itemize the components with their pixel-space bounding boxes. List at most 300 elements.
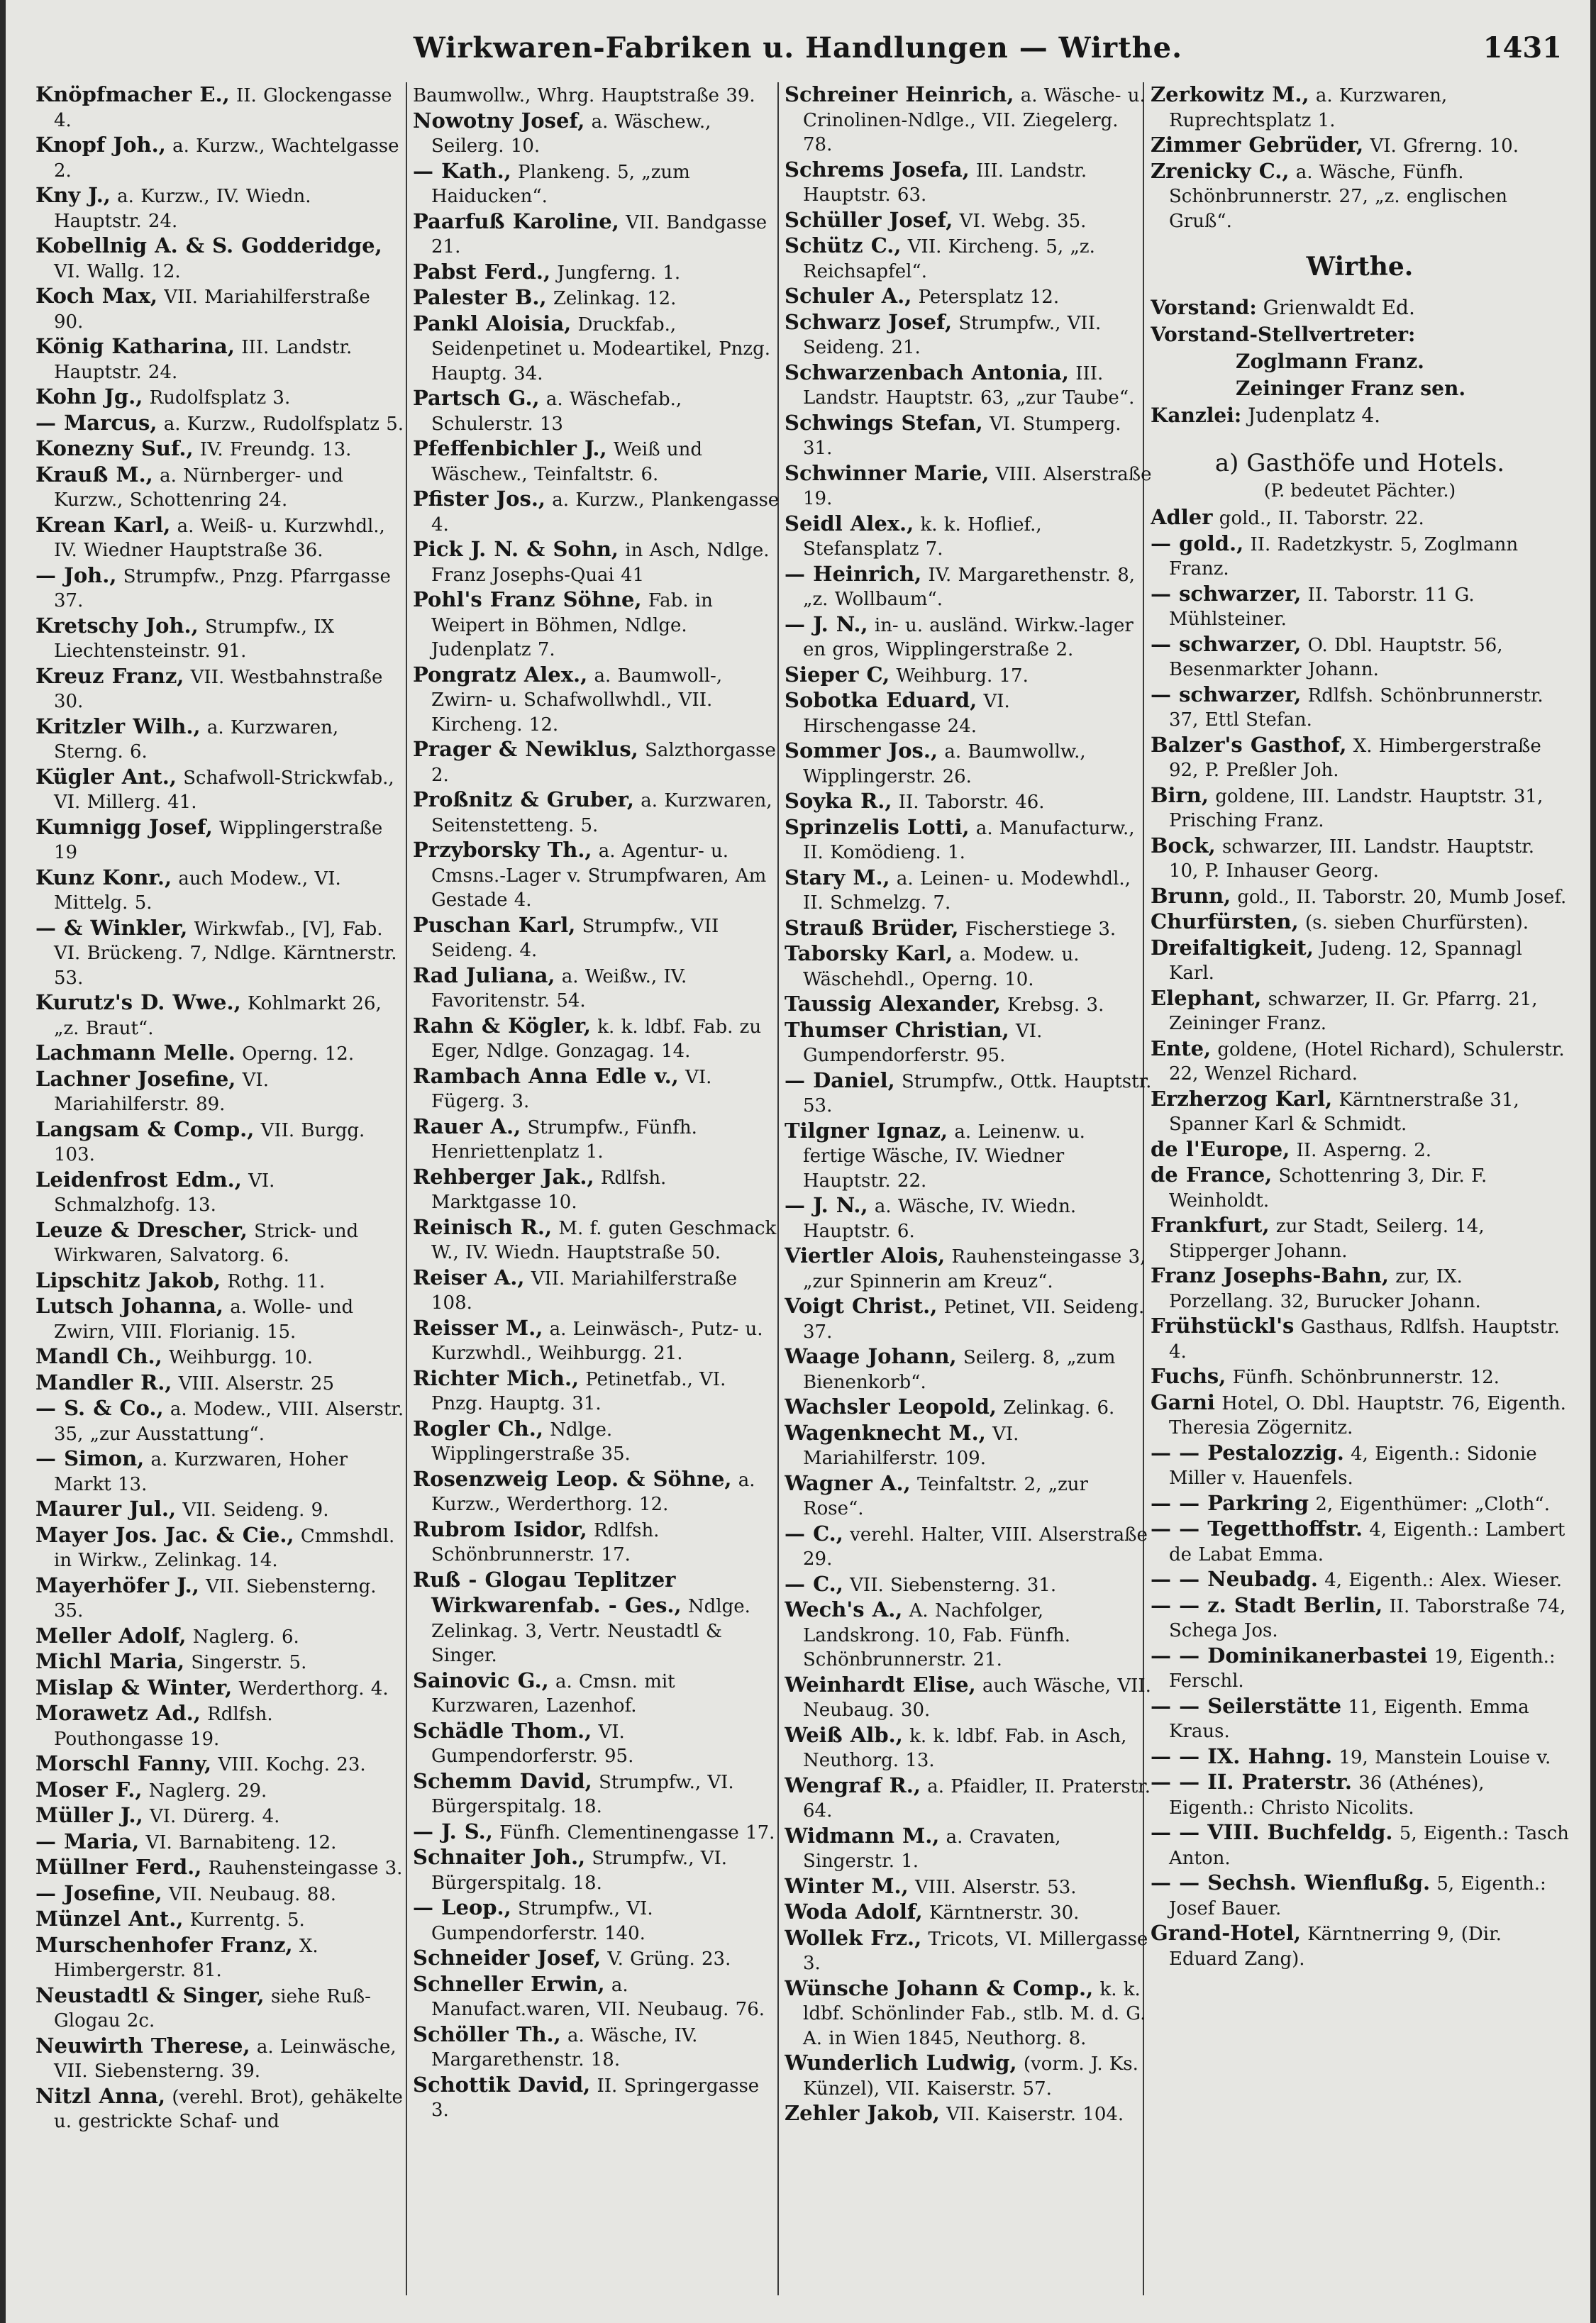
- entry-details: Jungferng. 1.: [557, 262, 681, 284]
- entry-name: Grand-Hotel,: [1151, 1921, 1301, 1945]
- entry-name: — C.,: [785, 1521, 843, 1546]
- entry-details: a. Cmsn. mit Kurzwaren, Lazenhof.: [431, 1670, 675, 1717]
- entry-name: Leuze & Drescher,: [35, 1217, 248, 1242]
- entry-name: — Josefine,: [35, 1880, 162, 1905]
- entry-details: Wipplingerstraße 19: [54, 817, 383, 863]
- entry-details: VII. Kaiserstr. 104.: [946, 2104, 1124, 2125]
- entry-details: a. Manufact.waren, VII. Neubaug. 76.: [431, 1974, 765, 2020]
- directory-entry: [35, 1907, 404, 1933]
- entry-name: Rogler Ch.,: [413, 1416, 543, 1441]
- entry-details: a. Wäschefab., Schulerstr. 13: [431, 389, 682, 435]
- entry-name: Rambach Anna Edle v.,: [413, 1063, 679, 1088]
- directory-entry: [35, 765, 404, 815]
- directory-entry: [413, 913, 782, 963]
- entry-name: — & Winkler,: [35, 915, 188, 940]
- entry-name: Neuwirth Therese,: [35, 2033, 250, 2058]
- directory-entry: [413, 963, 782, 1014]
- directory-entry: [413, 787, 782, 838]
- entry-details: 11, Eigenth. Emma Kraus.: [1169, 1696, 1529, 1742]
- directory-entry: [785, 865, 1153, 916]
- entry-details: II. Radetzkystr. 5, Zoglmann Franz.: [1169, 533, 1519, 580]
- directory-entry: [35, 1751, 404, 1778]
- entry-name: Pabst Ferd.,: [413, 259, 551, 284]
- column-4-top-entries: [1151, 82, 1569, 233]
- entry-name: — schwarzer,: [1151, 631, 1302, 656]
- column-2: [413, 82, 782, 2302]
- board-deputy-label: Vorstand-Stellvertreter:: [1151, 323, 1416, 346]
- entry-name: Reinisch R.,: [413, 1214, 553, 1239]
- entry-details: Salzthorgasse 2.: [431, 740, 776, 786]
- directory-entry: [413, 1845, 782, 1895]
- entry-name: Woda Adolf,: [785, 1900, 923, 1924]
- board-deputy-name: Zoglmann Franz.: [1236, 350, 1424, 373]
- entry-name: Dreifaltigkeit,: [1151, 935, 1314, 960]
- entry-name: Winter M.,: [785, 1873, 909, 1898]
- entry-name: Schrems Josefa,: [785, 157, 970, 182]
- directory-entry: [413, 587, 782, 662]
- entry-details: VII. Mariahilferstraße 108.: [431, 1268, 738, 1314]
- directory-entry: [413, 1467, 782, 1517]
- directory-entry: [1151, 582, 1569, 632]
- entry-name: Sprinzelis Lotti,: [785, 814, 970, 839]
- entry-details: (s. sieben Churfürsten).: [1305, 912, 1529, 933]
- directory-entry: [413, 1165, 782, 1215]
- entry-details: VI. Hirschengasse 24.: [803, 691, 1010, 737]
- entry-name: Wengraf R.,: [785, 1773, 921, 1797]
- entry-name: Murschenhofer Franz,: [35, 1932, 293, 1957]
- entry-name: Sommer Jos.,: [785, 738, 938, 763]
- entry-details: a. Pfaidler, II. Praterstr. 64.: [803, 1775, 1151, 1822]
- entry-details: in Asch, Ndlge. Franz Josephs-Quai 41: [431, 540, 770, 586]
- directory-entry: [35, 436, 404, 462]
- entry-details: 4, Eigenth.: Sidonie Miller v. Hauenfels.: [1169, 1443, 1537, 1489]
- entry-name: — S. & Co.,: [35, 1396, 164, 1420]
- entry-name: Kny J.,: [35, 183, 111, 207]
- entry-name: — gold.,: [1151, 531, 1244, 555]
- directory-entry: [785, 2051, 1153, 2101]
- directory-entry: [1151, 783, 1569, 833]
- entry-details: IV. Margarethenstr. 8, „z. Wollbaum“.: [803, 564, 1136, 610]
- entry-details: Petinet, VII. Seideng. 37.: [803, 1297, 1145, 1343]
- directory-entry: [785, 1773, 1153, 1824]
- entry-name: Lachner Josefine,: [35, 1066, 236, 1091]
- directory-entry: [413, 311, 782, 387]
- directory-entry: [785, 1471, 1153, 1521]
- entry-name: Tilgner Ignaz,: [785, 1118, 948, 1143]
- directory-entry: [1151, 833, 1569, 884]
- directory-entry: [35, 1396, 404, 1446]
- entry-name: Widmann M.,: [785, 1823, 940, 1848]
- directory-entry: [1151, 1770, 1569, 1820]
- entry-details: Strumpfw., IX Liechtensteinstr. 91.: [54, 616, 335, 662]
- entry-details: Strumpfw., Fünfh. Henriettenplatz 1.: [431, 1116, 697, 1163]
- entry-details: Weihburg. 17.: [896, 665, 1029, 687]
- directory-entry: [1151, 1364, 1569, 1390]
- entry-details: V. Grüng. 23.: [607, 1948, 731, 1970]
- entry-name: Bock,: [1151, 833, 1216, 858]
- entry-details: a. Kurzw., Wachtelgasse 2.: [54, 135, 399, 182]
- directory-entry: [785, 1193, 1153, 1243]
- entry-name: Schädle Thom.,: [413, 1718, 592, 1743]
- entry-name: Knopf Joh.,: [35, 133, 166, 157]
- entry-details: VII. Bandgasse 21.: [431, 211, 767, 257]
- directory-entry: [35, 664, 404, 714]
- directory-entry: [35, 1168, 404, 1218]
- entry-details: III. Landstr. Hauptstr. 63, „zur Taube“.: [803, 362, 1135, 409]
- directory-entry: [35, 462, 404, 513]
- entry-name: Kunz Konr.,: [35, 865, 172, 889]
- directory-entry: [413, 1946, 782, 1972]
- entry-details: Zelinkag. 6.: [1003, 1397, 1115, 1419]
- entry-name: — Kath.,: [413, 158, 511, 183]
- entry-name: Schneider Josef,: [413, 1946, 602, 1970]
- entry-name: Lachmann Melle.: [35, 1041, 235, 1065]
- entry-name: Sieper C,: [785, 662, 890, 687]
- entry-details: VI. Wallg. 12.: [54, 260, 181, 282]
- entry-details: Zelinkag. 12.: [553, 288, 677, 309]
- directory-entry: [413, 109, 782, 159]
- directory-entry: [35, 82, 404, 133]
- entry-name: Soyka R.,: [785, 789, 892, 813]
- directory-entry: [35, 1117, 404, 1168]
- entry-name: — — Dominikanerbastei: [1151, 1643, 1428, 1668]
- directory-entry: [785, 738, 1153, 789]
- entry-details: II. Taborstr. 11 G. Mühlsteiner.: [1169, 584, 1475, 630]
- directory-entry: [785, 916, 1153, 942]
- entry-name: Maurer Jul.,: [35, 1497, 177, 1521]
- directory-entry: [35, 1624, 404, 1650]
- entry-name: Zerkowitz M.,: [1151, 82, 1309, 106]
- page-number: 1431: [1483, 31, 1562, 65]
- entry-name: — — Seilerstätte: [1151, 1693, 1342, 1718]
- entry-name: Schnaiter Joh.,: [413, 1845, 586, 1869]
- entry-name: Przyborsky Th.,: [413, 838, 592, 862]
- entry-details: Judeng. 12, Spannagl Karl.: [1169, 938, 1522, 984]
- entry-name: Zehler Jakob,: [785, 2101, 940, 2125]
- directory-entry: [35, 1523, 404, 1573]
- directory-entry: [413, 159, 782, 209]
- entry-details: gold., II. Taborstr. 20, Mumb Josef.: [1237, 886, 1567, 908]
- directory-entry: [413, 838, 782, 913]
- entry-name: Kügler Ant.,: [35, 764, 177, 789]
- entry-details: a. Leinen- u. Modewhdl., II. Schmelzg. 7.: [803, 867, 1131, 914]
- directory-entry: [1151, 986, 1569, 1036]
- directory-entry: [785, 1824, 1153, 1874]
- entry-name: Knöpfmacher E.,: [35, 82, 230, 106]
- directory-entry: [1151, 1263, 1569, 1314]
- entry-details: VII. Siebensterng. 35.: [54, 1575, 377, 1621]
- entry-name: Pfister Jos.,: [413, 487, 546, 511]
- entry-details: Operng. 12.: [242, 1043, 355, 1065]
- entry-name: Wagner A.,: [785, 1470, 911, 1495]
- entry-name: Krauß M.,: [35, 462, 153, 487]
- entry-name: Rehberger Jak.,: [413, 1164, 594, 1189]
- entry-details: Fünfh. Clementinengasse 17.: [499, 1822, 775, 1844]
- directory-entry: [35, 614, 404, 664]
- entry-details: k. k. ldbf. Fab. in Asch, Neuthorg. 13.: [803, 1725, 1127, 1771]
- directory-entry: [35, 563, 404, 614]
- entry-details: 2, Eigenthümer: „Cloth“.: [1315, 1493, 1550, 1515]
- page-header: [6, 28, 1590, 71]
- directory-entry: [35, 1701, 404, 1751]
- directory-entry: [785, 284, 1153, 310]
- directory-entry: [413, 1568, 782, 1668]
- entry-details: gold., II. Taborstr. 22.: [1219, 508, 1424, 529]
- entry-details: a. Baumwoll-, Zwirn- u. Schafwollwhdl., VII. Kircheng. 12.: [431, 665, 723, 736]
- entry-details: Wirkwfab., [V], Fab. VI. Brückeng. 7, Ndlge. Kärntnerstr. 53.: [54, 918, 397, 989]
- directory-entry: [35, 1218, 404, 1268]
- entry-name: Moser F.,: [35, 1777, 143, 1802]
- entry-name: Voigt Christ.,: [785, 1294, 938, 1318]
- directory-entry: [413, 436, 782, 487]
- entry-name: Rosenzweig Leop. & Söhne,: [413, 1466, 732, 1491]
- entry-name: — — Sechsh. Wienflußg.: [1151, 1870, 1431, 1895]
- entry-name: Krean Karl,: [35, 512, 171, 537]
- entry-name: — schwarzer,: [1151, 581, 1302, 606]
- directory-entry: [785, 1900, 1153, 1926]
- directory-entry: [35, 1041, 404, 1067]
- entry-details: k. k. ldbf. Fab. zu Eger, Ndlge. Gonzagag. 14.: [431, 1016, 762, 1062]
- directory-entry: [1151, 733, 1569, 783]
- directory-entry: [785, 992, 1153, 1018]
- entry-details: a. Wäsche, IV. Margarethenstr. 18.: [431, 2024, 698, 2070]
- entry-name: Elephant,: [1151, 985, 1262, 1010]
- directory-entry: [1151, 82, 1569, 133]
- board-chair: [1151, 294, 1569, 321]
- entry-name: Taussig Alexander,: [785, 992, 1001, 1016]
- entry-details: X. Himbergerstr. 81.: [54, 1935, 318, 1981]
- entry-name: Reiser A.,: [413, 1265, 525, 1290]
- directory-entry: [1151, 1036, 1569, 1087]
- entry-name: Münzel Ant.,: [35, 1907, 184, 1931]
- entry-details: Ndlge. Wipplingerstraße 35.: [431, 1419, 631, 1465]
- directory-entry: [413, 1366, 782, 1416]
- entry-name: — J. N.,: [785, 611, 868, 636]
- entry-name: Garni: [1151, 1390, 1215, 1414]
- directory-entry: [413, 386, 782, 436]
- directory-entry: [785, 208, 1153, 234]
- entry-name: Frankfurt,: [1151, 1213, 1270, 1237]
- directory-entry: [413, 1265, 782, 1316]
- directory-entry: [785, 1243, 1153, 1294]
- entry-details: auch Wäsche, VII. Neubaug. 30.: [803, 1675, 1151, 1721]
- entry-details: a. Leinenw. u. fertige Wäsche, IV. Wiedner Hauptstr. 22.: [803, 1121, 1085, 1192]
- directory-entry: [413, 1895, 782, 1946]
- directory-entry: [785, 612, 1153, 662]
- directory-entry: [1151, 884, 1569, 910]
- directory-entry: [35, 815, 404, 865]
- directory-entry: [35, 1778, 404, 1804]
- entry-name: Morawetz Ad.,: [35, 1701, 201, 1725]
- directory-entry: [1151, 1870, 1569, 1921]
- section-title: Wirthe.: [1306, 252, 1414, 282]
- directory-entry: [785, 1294, 1153, 1344]
- subsection-title: a) Gasthöfe und Hotels.: [1214, 449, 1505, 477]
- entry-details: a. Leinwäsche, VII. Siebensterng. 39.: [54, 2036, 397, 2082]
- entry-details: schwarzer, II. Gr. Pfarrg. 21, Zeininger Franz.: [1169, 988, 1538, 1034]
- entry-name: Kritzler Wilh.,: [35, 714, 201, 738]
- entry-details: siehe Ruß-Glogau 2c.: [54, 1985, 371, 2031]
- directory-entry: [1151, 1517, 1569, 1567]
- directory-entry: [785, 1119, 1153, 1194]
- entry-name: Pohl's Franz Söhne,: [413, 587, 642, 611]
- entry-details: Cmmshdl. in Wirkw., Zelinkag. 14.: [54, 1525, 395, 1571]
- directory-entry: [1151, 159, 1569, 234]
- directory-entry: [413, 2022, 782, 2073]
- entry-details: a. Modew., VIII. Alserstr. 35, „zur Ausstattung“.: [54, 1399, 404, 1445]
- entry-name: Mislap & Winter,: [35, 1675, 233, 1700]
- entry-details: (vorm. J. Ks. Künzel), VII. Kaiserstr. 57.: [803, 2053, 1138, 2100]
- entry-details: VII. Neubaug. 88.: [168, 1883, 337, 1905]
- entry-details: Strumpfw., VI. Bürgerspitalg. 18.: [431, 1771, 734, 1817]
- directory-entry: [785, 1395, 1153, 1421]
- column-4-entries: [1151, 505, 1569, 1971]
- entry-details: Fischerstiege 3.: [965, 918, 1116, 940]
- board-deputy: [1151, 321, 1569, 348]
- entry-details: Schottenring 3, Dir. F. Weinholdt.: [1169, 1165, 1487, 1212]
- entry-details: a. Leinwäsch-, Putz- u. Kurzwhdl., Weihburgg. 21.: [431, 1318, 763, 1364]
- column-4: [1151, 82, 1569, 2302]
- directory-entry: [35, 133, 404, 183]
- entry-details: VI. Gumpendorferstr. 95.: [803, 1020, 1043, 1066]
- entry-name: Rauer A.,: [413, 1114, 521, 1138]
- entry-details: Ndlge. Zelinkag. 3, Vertr. Neustadtl & Singer.: [431, 1596, 750, 1666]
- entry-details: a. Kurzwaren, Hoher Markt 13.: [54, 1449, 348, 1495]
- directory-entry: [785, 1723, 1153, 1773]
- entry-name: Müller J.,: [35, 1803, 143, 1827]
- entry-details: a. Kurzwaren, Ruprechtsplatz 1.: [1169, 85, 1448, 131]
- entry-details: VIII. Alserstraße 19.: [803, 463, 1152, 509]
- entry-details: Strumpfw., VII Seideng. 4.: [431, 915, 719, 961]
- directory-entry: [413, 82, 782, 109]
- directory-entry: [413, 1819, 782, 1846]
- entry-name: Partsch G.,: [413, 386, 540, 410]
- directory-entry: [785, 1673, 1153, 1723]
- entry-details: 5, Eigenth.: Josef Bauer.: [1169, 1873, 1546, 1919]
- entry-details: a. Baumwollw., Wipplingerstr. 26.: [803, 741, 1086, 787]
- entry-details: III. Landstr. Hauptstr. 24.: [54, 337, 353, 383]
- entry-details: O. Dbl. Hauptstr. 56, Besenmarkter Johann.: [1169, 634, 1503, 680]
- entry-details: VII. Burgg. 103.: [54, 1119, 365, 1165]
- entry-details: zur Stadt, Seilerg. 14, Stipperger Johann.: [1169, 1216, 1485, 1262]
- directory-entry: [1151, 632, 1569, 682]
- entry-name: Kreuz Franz,: [35, 663, 184, 688]
- entry-name: Wunderlich Ludwig,: [785, 2051, 1017, 2075]
- entry-details: a. Cravaten, Singerstr. 1.: [803, 1826, 1061, 1872]
- entry-details: Plankeng. 5, „zum Haiducken“.: [431, 161, 690, 207]
- directory-entry: [35, 1497, 404, 1523]
- entry-details: Rdlfsh. Schönbrunnerstr. 17.: [431, 1519, 660, 1565]
- entry-details: VIII. Alserstr. 25: [178, 1373, 334, 1395]
- entry-details: a. Kurzwaren, Sterng. 6.: [54, 716, 339, 763]
- entry-name: Taborsky Karl,: [785, 941, 953, 965]
- entry-details: Strumpfw., Pnzg. Pfarrgasse 37.: [54, 565, 391, 611]
- entry-name: Churfürsten,: [1151, 909, 1299, 933]
- entry-details: Weihburgg. 10.: [169, 1347, 314, 1368]
- entry-details: Seilerg. 8, „zum Bienenkorb“.: [803, 1347, 1116, 1393]
- entry-name: Fuchs,: [1151, 1364, 1226, 1388]
- entry-details: Strumpfw., VI. Gumpendorferstr. 140.: [431, 1898, 653, 1944]
- entry-details: a. Kurzw., Plankengasse 4.: [431, 489, 780, 536]
- directory-entry: [1151, 1213, 1569, 1263]
- entry-name: Mandl Ch.,: [35, 1344, 162, 1368]
- directory-entry: [35, 1675, 404, 1702]
- directory-entry: [413, 1517, 782, 1568]
- directory-entry: [35, 1933, 404, 1983]
- entry-details: Singerstr. 5.: [191, 1652, 307, 1673]
- entry-name: Kohn Jg.,: [35, 384, 143, 409]
- entry-name: Konezny Suf.,: [35, 436, 194, 460]
- directory-entry: [785, 511, 1153, 562]
- entry-name: Leidenfrost Edm.,: [35, 1167, 242, 1192]
- entry-details: VI. Stumperg. 31.: [803, 413, 1121, 459]
- entry-details: Weiß und Wäschew., Teinfaltstr. 6.: [431, 439, 702, 485]
- entry-name: Thumser Christian,: [785, 1017, 1009, 1042]
- directory-entry: [35, 865, 404, 916]
- entry-details: Rudolfsplatz 3.: [149, 387, 291, 409]
- entry-details: II. Taborstraße 74, Schega Jos.: [1169, 1595, 1566, 1641]
- directory-entry: [35, 990, 404, 1041]
- entry-name: — Maria,: [35, 1829, 140, 1853]
- entry-name: — Daniel,: [785, 1068, 895, 1092]
- entry-name: — Joh.,: [35, 562, 117, 587]
- entry-details: VIII. Kochg. 23.: [218, 1754, 366, 1775]
- entry-name: Zrenicky C.,: [1151, 158, 1290, 183]
- entry-details: Naglerg. 6.: [192, 1626, 299, 1648]
- directory-entry: [1151, 1390, 1569, 1441]
- entry-name: Franz Josephs-Bahn,: [1151, 1263, 1389, 1287]
- directory-entry: [413, 1416, 782, 1467]
- entry-name: — Heinrich,: [785, 561, 922, 586]
- board-office-label: Kanzlei:: [1151, 404, 1242, 427]
- entry-details: III. Landstr. Hauptstr. 63.: [803, 160, 1087, 206]
- directory-entry: [1151, 909, 1569, 936]
- board-office: [1151, 402, 1569, 429]
- entry-name: Stary M.,: [785, 865, 890, 889]
- directory-entry: [1151, 505, 1569, 531]
- entry-name: Nitzl Anna,: [35, 2083, 166, 2108]
- entry-details: Werderthorg. 4.: [238, 1678, 389, 1700]
- directory-entry: [1151, 531, 1569, 582]
- entry-details: II. Asperng. 2.: [1296, 1139, 1431, 1161]
- entry-name: Waage Johann,: [785, 1344, 957, 1368]
- entry-details: k. k. Hoflief., Stefansplatz 7.: [803, 514, 1042, 560]
- entry-details: Rauhensteingasse 3, „zur Spinnerin am Kreuz“.: [803, 1246, 1146, 1292]
- entry-name: — schwarzer,: [1151, 682, 1302, 706]
- entry-name: Prager & Newiklus,: [413, 737, 638, 761]
- directory-entry: [785, 1018, 1153, 1068]
- entry-details: Strumpfw., Ottk. Hauptstr. 53.: [803, 1070, 1152, 1116]
- entry-details: IV. Freundg. 13.: [199, 439, 352, 460]
- entry-details: Druckfab., Seidenpetinet u. Modeartikel, Pnzg. Hauptg. 34.: [431, 314, 771, 384]
- entry-name: — Marcus,: [35, 410, 157, 435]
- entry-details: Kurrentg. 5.: [189, 1909, 305, 1931]
- directory-entry: [785, 1344, 1153, 1395]
- directory-entry: [35, 1881, 404, 1907]
- directory-entry: [785, 461, 1153, 511]
- entry-name: Paarfuß Karoline,: [413, 209, 619, 233]
- directory-entry: [1151, 1567, 1569, 1593]
- directory-entry: [413, 487, 782, 537]
- directory-entry: [35, 1803, 404, 1829]
- entry-name: — — z. Stadt Berlin,: [1151, 1592, 1383, 1617]
- directory-entry: [785, 1976, 1153, 2051]
- entry-details: 4, Eigenth.: Lambert de Labat Emma.: [1169, 1519, 1565, 1565]
- entry-name: — — VIII. Buchfeldg.: [1151, 1820, 1393, 1844]
- entry-details: Gasthaus, Rdlfsh. Hauptstr. 4.: [1169, 1316, 1560, 1363]
- directory-entry: [785, 1421, 1153, 1471]
- entry-name: — — Neubadg.: [1151, 1567, 1318, 1591]
